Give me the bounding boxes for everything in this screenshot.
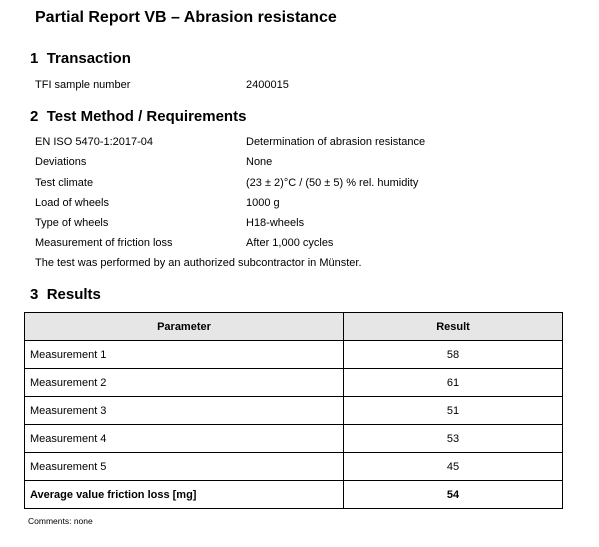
- field-value-deviations: None: [246, 156, 273, 168]
- subcontractor-note: The test was performed by an authorized subcontractor in Münster.: [35, 257, 362, 269]
- section-heading-transaction: [30, 50, 131, 67]
- column-header-parameter: Parameter: [25, 313, 344, 341]
- cell-parameter-average: Average value friction loss [mg]: [25, 481, 344, 509]
- cell-parameter: Measurement 2: [25, 369, 344, 397]
- field-label-sample-number: TFI sample number: [35, 79, 131, 91]
- cell-result: 51: [344, 397, 563, 425]
- column-header-result: Result: [344, 313, 563, 341]
- field-label-test-climate: Test climate: [35, 177, 94, 189]
- table-row: [25, 425, 563, 453]
- section-title: Test Method / Requirements: [46, 108, 247, 125]
- section-heading-test-method: [30, 108, 246, 125]
- cell-result-average: 54: [344, 481, 563, 509]
- field-value-friction-loss: After 1,000 cycles: [246, 237, 334, 249]
- table-row: [25, 397, 563, 425]
- comments-text: Comments: none: [28, 516, 93, 526]
- table-row: [25, 369, 563, 397]
- field-value-standard: Determination of abrasion resistance: [246, 136, 426, 148]
- field-value-sample-number: 2400015: [246, 79, 289, 91]
- cell-result: 58: [344, 341, 563, 369]
- cell-result: 61: [344, 369, 563, 397]
- section-number: 1: [30, 50, 39, 67]
- average-row: [25, 481, 563, 509]
- section-number: 3: [30, 286, 39, 303]
- field-label-type-of-wheels: Type of wheels: [35, 217, 109, 229]
- table-header-row: [25, 313, 563, 341]
- field-value-type-of-wheels: H18-wheels: [246, 217, 305, 229]
- cell-result: 53: [344, 425, 563, 453]
- report-title: Partial Report VB – Abrasion resistance: [35, 9, 337, 26]
- field-label-deviations: Deviations: [35, 156, 87, 168]
- cell-result: 45: [344, 453, 563, 481]
- table-row: [25, 341, 563, 369]
- field-label-load-of-wheels: Load of wheels: [35, 197, 109, 209]
- cell-parameter: Measurement 5: [25, 453, 344, 481]
- field-value-test-climate: (23 ± 2)°C / (50 ± 5) % rel. humidity: [246, 177, 419, 189]
- cell-parameter: Measurement 4: [25, 425, 344, 453]
- field-label-friction-loss: Measurement of friction loss: [35, 237, 173, 249]
- section-title: Results: [46, 286, 101, 303]
- table-row: [25, 453, 563, 481]
- results-table: [24, 312, 563, 509]
- field-label-standard: EN ISO 5470-1:2017-04: [35, 136, 154, 148]
- section-title: Transaction: [46, 50, 131, 67]
- cell-parameter: Measurement 3: [25, 397, 344, 425]
- section-heading-results: [30, 286, 101, 303]
- field-value-load-of-wheels: 1000 g: [246, 197, 280, 209]
- section-number: 2: [30, 108, 39, 125]
- cell-parameter: Measurement 1: [25, 341, 344, 369]
